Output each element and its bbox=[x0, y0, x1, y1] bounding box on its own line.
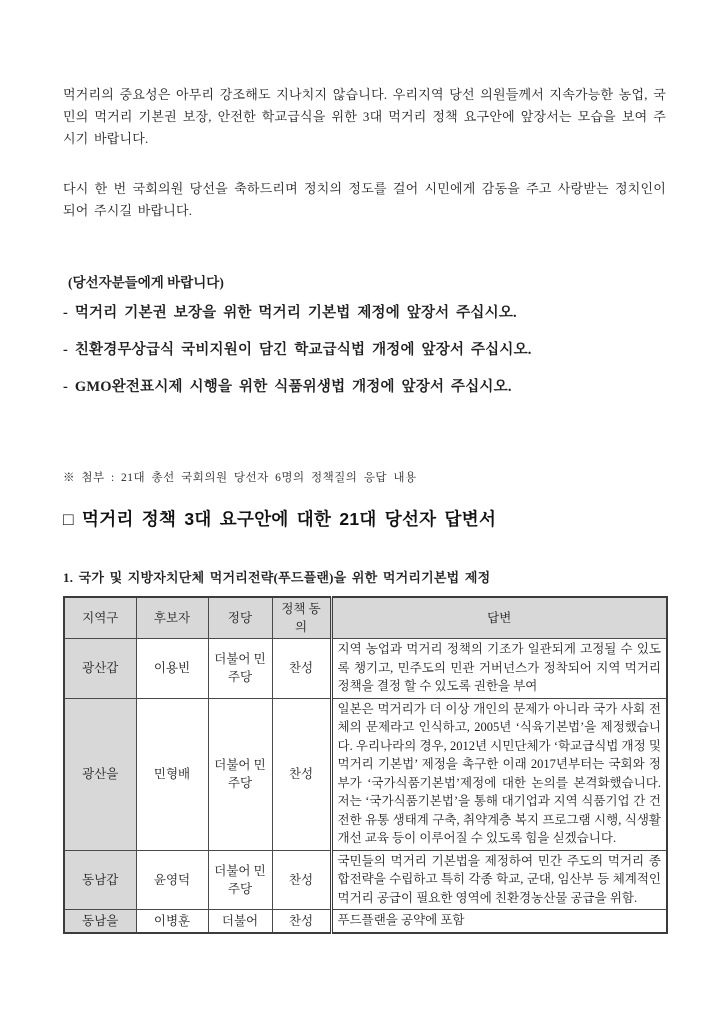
subsection-title: 1. 국가 및 지방자치단체 먹거리전략(푸드플랜)을 위한 먹거리기본법 제정 bbox=[63, 570, 491, 585]
cell-candidate: 이병훈 bbox=[136, 910, 208, 934]
intro-paragraph-1: 먹거리의 중요성은 아무리 강조해도 지나치지 않습니다. 우리지역 당선 의원들께서 지속가능한 농업, 국민의 먹거리 기본권 보장, 안전한 학교급식을 위한 3대 먹거리 정책 요구안에 앞장서는 모습을 보여 주시기 바랍니다. bbox=[63, 87, 666, 146]
request-list bbox=[63, 302, 666, 398]
header-party: 정당 bbox=[208, 597, 272, 639]
header-district: 지역구 bbox=[64, 597, 136, 639]
attachment-note: ※ 첨부 : 21대 총선 국회의원 당선자 6명의 정책질의 응답 내용 bbox=[63, 472, 417, 484]
cell-answer: 지역 농업과 먹거리 정책의 기조가 일관되게 고정될 수 있도록 챙기고, 민주도의 민관 거버넌스가 정착되어 지역 먹거리 정책을 결정 할 수 있도록 권한을 부여 bbox=[331, 639, 667, 699]
header-answer: 답변 bbox=[331, 597, 667, 639]
cell-district: 광산갑 bbox=[64, 639, 136, 699]
cell-agree: 찬성 bbox=[272, 639, 331, 699]
cell-answer: 국민들의 먹거리 기본법을 제정하여 민간 주도의 먹거리 종합전략을 수립하고 특히 각종 학교, 군대, 임산부 등 체계적인 먹거리 공급이 필요한 영역에 친환경농산물 공급을 위함. bbox=[331, 850, 667, 910]
request-heading: (당선자분들에게 바랍니다) bbox=[68, 275, 224, 290]
table-row bbox=[64, 910, 667, 934]
cell-party: 더불어 민주당 bbox=[208, 698, 272, 850]
cell-answer: 푸드플랜을 공약에 포함 bbox=[331, 910, 667, 934]
table-header-row bbox=[64, 597, 667, 639]
request-item: - GMO완전표시제 시행을 위한 식품위생법 개정에 앞장서 주십시오. bbox=[63, 379, 512, 395]
intro-paragraph-2: 다시 한 번 국회의원 당선을 축하드리며 정치의 정도를 걸어 시민에게 감동을 주고 사랑받는 정치인이 되어 주시길 바랍니다. bbox=[63, 181, 666, 218]
cell-candidate: 민형배 bbox=[136, 698, 208, 850]
cell-answer: 일본은 먹거리가 더 이상 개인의 문제가 아니라 국가 사회 전체의 문제라고 인식하고, 2005년 ‘식육기본법’을 제정했습니다. 우리나라의 경우, 2012년 시민단체가 ‘학교급식법 개정 및 먹거리 기본법’ 제정을 촉구한 이래 2017년부터는 국회와 정부가 ‘국가식품기본법’제정에 대한 논의를 본격화했습니다. 저는 ‘국가식품기본법’을 통해 대기업과 지역 식품기업 간 건전한 유통 생태계 구축, 취약계층 복지 프로그램 시행, 식생활 개선 교육 등이 이루어질 수 있도록 힘을 싣겠습니다. bbox=[331, 698, 667, 850]
cell-party: 더불어 bbox=[208, 910, 272, 934]
table-row bbox=[64, 698, 667, 850]
cell-district: 광산을 bbox=[64, 698, 136, 850]
cell-candidate: 이용빈 bbox=[136, 639, 208, 699]
table-row bbox=[64, 850, 667, 910]
cell-candidate: 윤영덕 bbox=[136, 850, 208, 910]
cell-agree: 찬성 bbox=[272, 910, 331, 934]
cell-party: 더불어 민주당 bbox=[208, 850, 272, 910]
cell-district: 동남을 bbox=[64, 910, 136, 934]
header-agree: 정책 동의 bbox=[272, 597, 331, 639]
answer-table bbox=[63, 596, 668, 934]
cell-party: 더불어 민주당 bbox=[208, 639, 272, 699]
request-item: - 친환경무상급식 국비지원이 담긴 학교급식법 개정에 앞장서 주십시오. bbox=[63, 342, 532, 358]
table-row bbox=[64, 639, 667, 699]
header-candidate: 후보자 bbox=[136, 597, 208, 639]
cell-agree: 찬성 bbox=[272, 698, 331, 850]
request-item: - 먹거리 기본권 보장을 위한 먹거리 기본법 제정에 앞장서 주십시오. bbox=[63, 305, 517, 321]
cell-agree: 찬성 bbox=[272, 850, 331, 910]
section-title: □ 먹거리 정책 3대 요구안에 대한 21대 당선자 답변서 bbox=[63, 509, 497, 529]
cell-district: 동남갑 bbox=[64, 850, 136, 910]
